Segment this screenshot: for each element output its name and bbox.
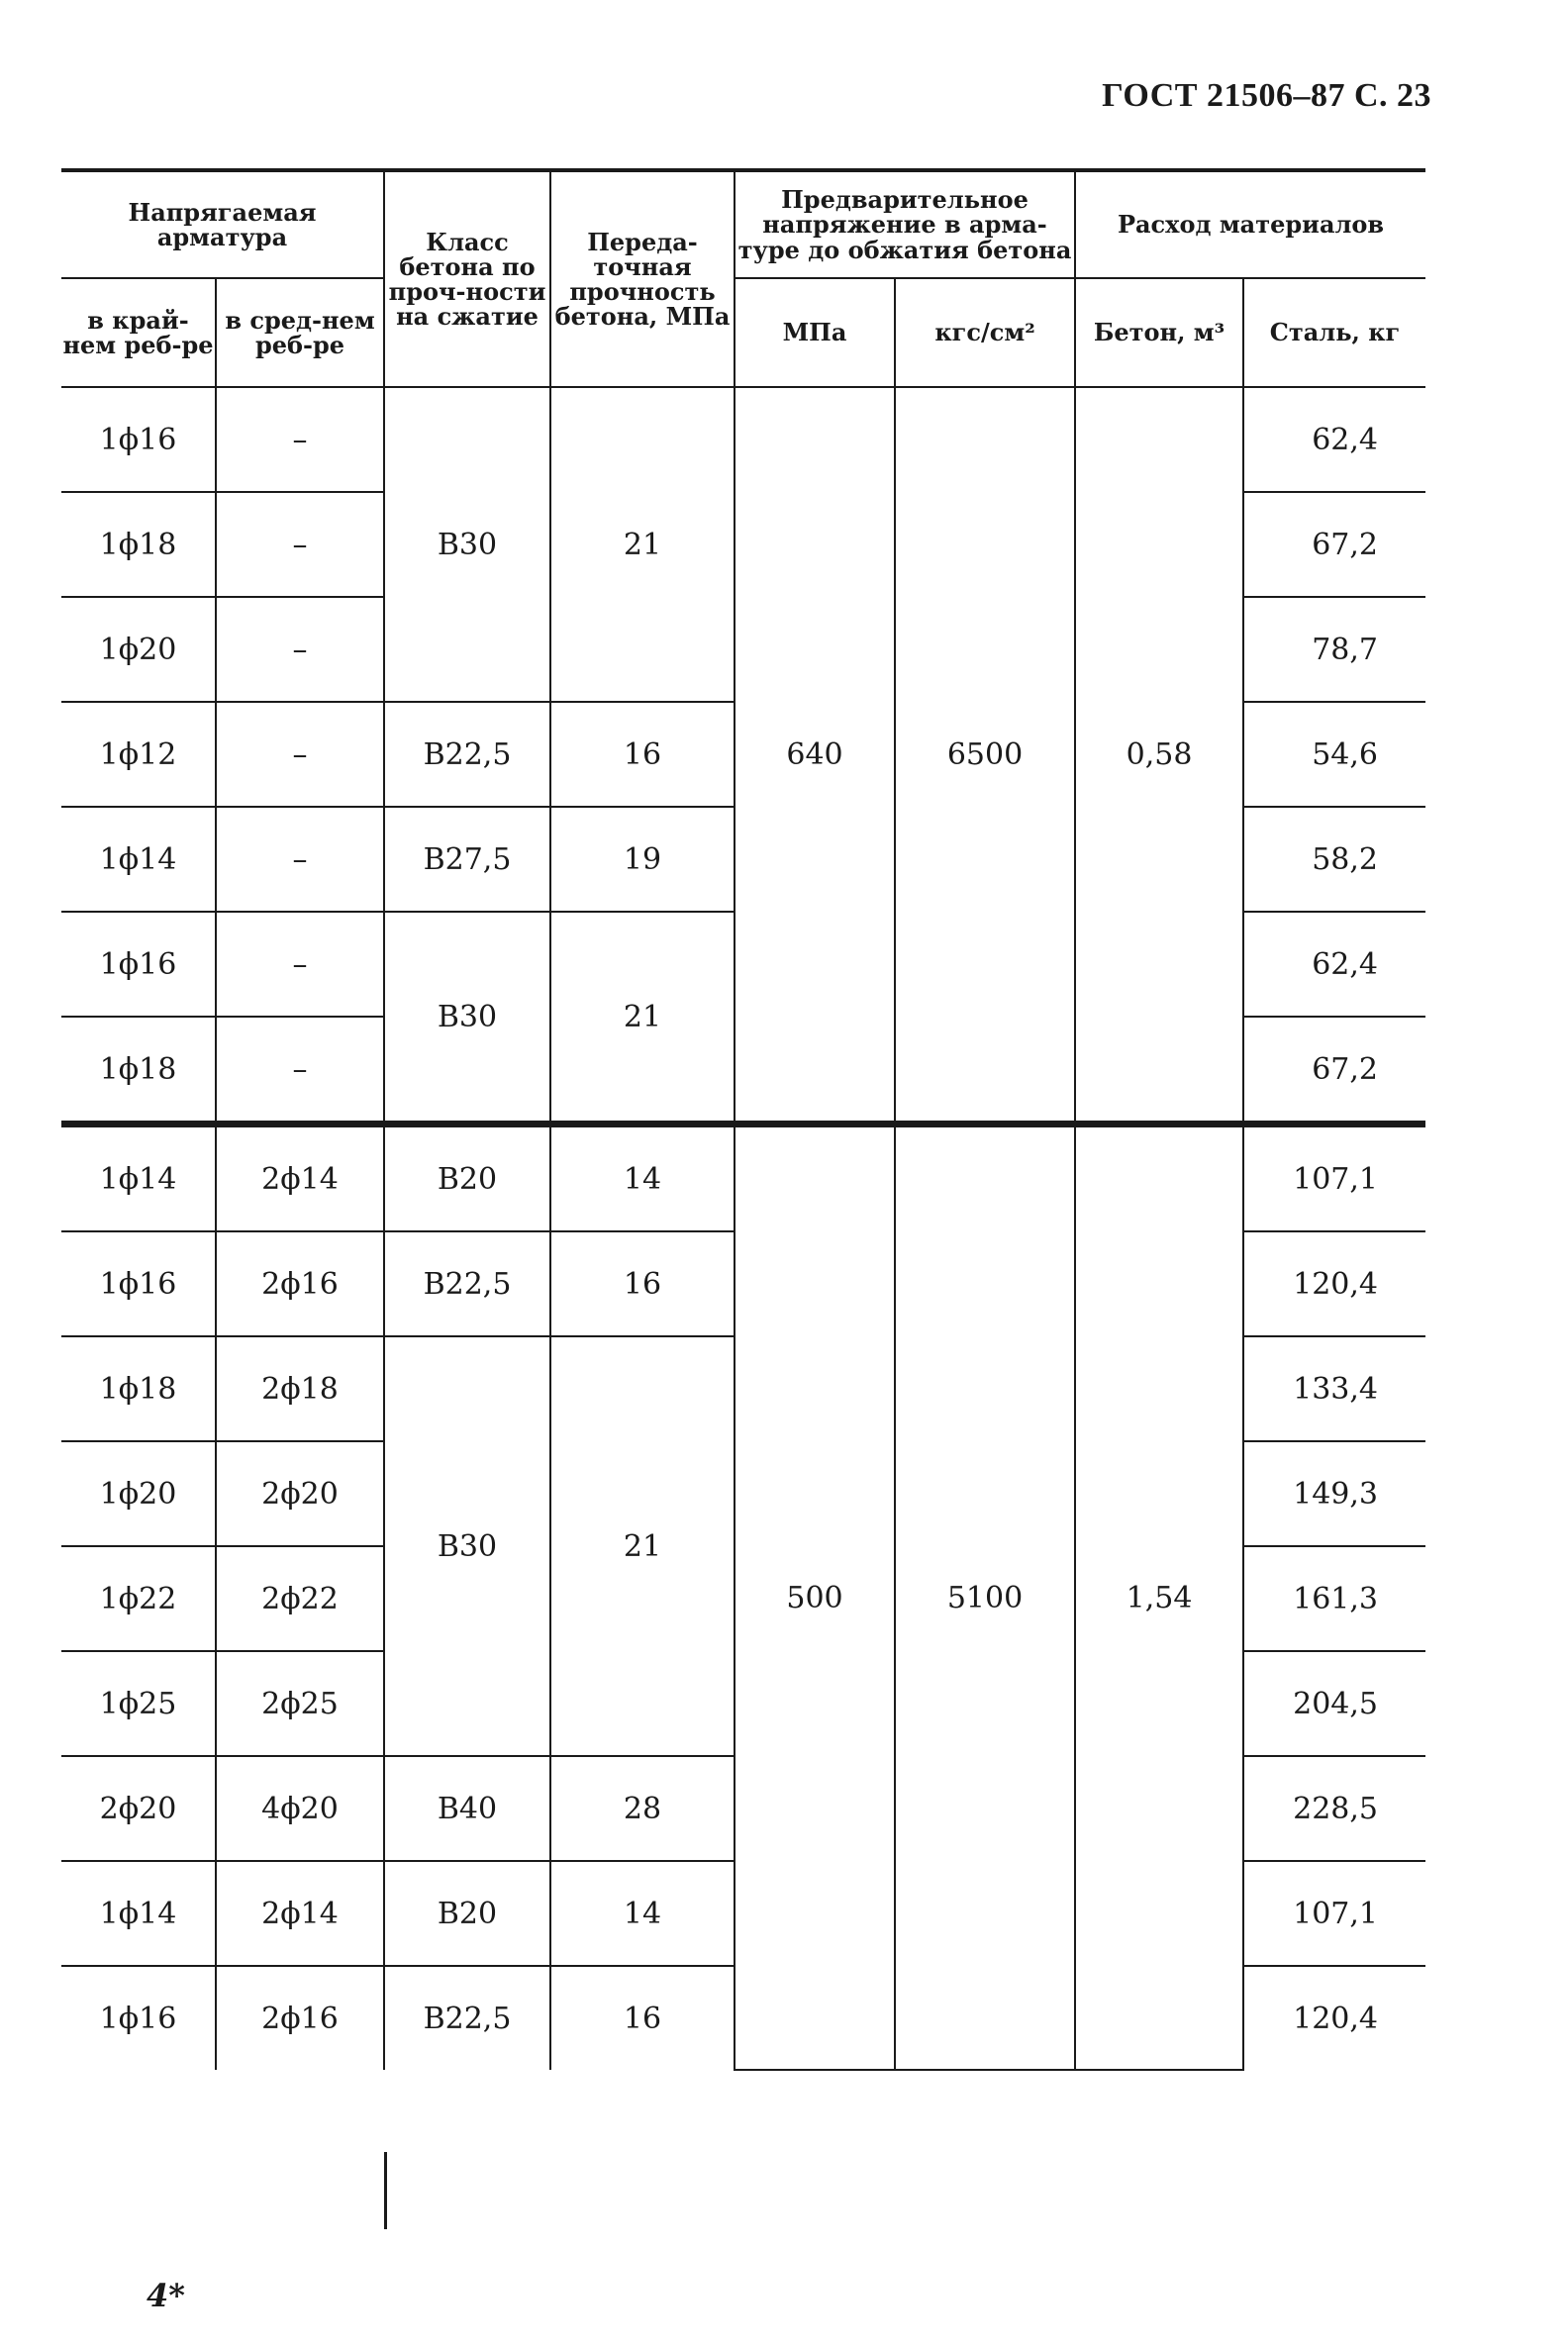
concrete-volume-cell: 1,54 [1075, 1125, 1243, 2071]
middle-rib-cell: – [216, 597, 384, 702]
transfer-strength-cell: 16 [550, 1966, 735, 2070]
transfer-strength-cell: 14 [550, 1861, 735, 1966]
table-row [61, 387, 1425, 492]
concrete-class-cell: В40 [384, 1756, 550, 1861]
steel-cell: 120,4 [1243, 1231, 1425, 1336]
stress-mpa-cell: 640 [735, 387, 895, 1125]
concrete-class-cell: В30 [384, 912, 550, 1125]
edge-rib-cell: 1ϕ20 [61, 1441, 216, 1546]
steel-cell: 107,1 [1243, 1861, 1425, 1966]
edge-rib-cell: 1ϕ16 [61, 1231, 216, 1336]
header-materials: Расход материалов [1075, 170, 1425, 278]
edge-rib-cell: 1ϕ18 [61, 1017, 216, 1125]
steel-cell: 62,4 [1243, 387, 1425, 492]
transfer-strength-cell: 21 [550, 912, 735, 1125]
stress-mpa-cell: 500 [735, 1125, 895, 2071]
page-mark: 4* [147, 2277, 185, 2314]
table-row [61, 1125, 1425, 1232]
table-bottom-rule [384, 2152, 387, 2229]
middle-rib-cell: 2ϕ16 [216, 1231, 384, 1336]
edge-rib-cell: 1ϕ25 [61, 1651, 216, 1756]
steel-cell: 204,5 [1243, 1651, 1425, 1756]
stress-kgf-cell: 6500 [895, 387, 1075, 1125]
header-edge-rib: в край-нем реб-ре [61, 278, 216, 387]
edge-rib-cell: 1ϕ14 [61, 1861, 216, 1966]
middle-rib-cell: 2ϕ20 [216, 1441, 384, 1546]
steel-cell: 120,4 [1243, 1966, 1425, 2070]
concrete-volume-cell: 0,58 [1075, 387, 1243, 1125]
middle-rib-cell: 2ϕ14 [216, 1125, 384, 1232]
transfer-strength-cell: 16 [550, 1231, 735, 1336]
middle-rib-cell: – [216, 807, 384, 912]
header-transfer-strength: Переда-точная прочность бетона, МПа [550, 170, 735, 387]
edge-rib-cell: 1ϕ14 [61, 1125, 216, 1232]
steel-cell: 67,2 [1243, 1017, 1425, 1125]
middle-rib-cell: 2ϕ25 [216, 1651, 384, 1756]
edge-rib-cell: 1ϕ12 [61, 702, 216, 807]
concrete-class-cell: В27,5 [384, 807, 550, 912]
edge-rib-cell: 2ϕ20 [61, 1756, 216, 1861]
transfer-strength-cell: 28 [550, 1756, 735, 1861]
middle-rib-cell: – [216, 702, 384, 807]
header-concrete-m3: Бетон, м³ [1075, 278, 1243, 387]
middle-rib-cell: – [216, 1017, 384, 1125]
steel-cell: 161,3 [1243, 1546, 1425, 1651]
steel-cell: 228,5 [1243, 1756, 1425, 1861]
edge-rib-cell: 1ϕ20 [61, 597, 216, 702]
edge-rib-cell: 1ϕ16 [61, 912, 216, 1017]
header-prestress: Предварительное напряжение в арма-туре до обжатия бетона [735, 170, 1075, 278]
steel-cell: 58,2 [1243, 807, 1425, 912]
transfer-strength-cell: 21 [550, 387, 735, 702]
middle-rib-cell: 2ϕ18 [216, 1336, 384, 1441]
transfer-strength-cell: 19 [550, 807, 735, 912]
header-steel-kg: Сталь, кг [1243, 278, 1425, 387]
concrete-class-cell: В30 [384, 1336, 550, 1756]
edge-rib-cell: 1ϕ16 [61, 387, 216, 492]
edge-rib-cell: 1ϕ18 [61, 1336, 216, 1441]
transfer-strength-cell: 14 [550, 1125, 735, 1232]
header-tensioned: Напрягаемая арматура [61, 170, 384, 278]
edge-rib-cell: 1ϕ16 [61, 1966, 216, 2070]
steel-cell: 133,4 [1243, 1336, 1425, 1441]
header-mpa: МПа [735, 278, 895, 387]
middle-rib-cell: – [216, 912, 384, 1017]
edge-rib-cell: 1ϕ14 [61, 807, 216, 912]
header-kgf: кгс/см² [895, 278, 1075, 387]
edge-rib-cell: 1ϕ18 [61, 492, 216, 597]
concrete-class-cell: В22,5 [384, 702, 550, 807]
concrete-class-cell: В22,5 [384, 1966, 550, 2070]
middle-rib-cell: – [216, 492, 384, 597]
middle-rib-cell: 2ϕ16 [216, 1966, 384, 2070]
concrete-class-cell: В20 [384, 1861, 550, 1966]
concrete-class-cell: В20 [384, 1125, 550, 1232]
middle-rib-cell: 2ϕ14 [216, 1861, 384, 1966]
edge-rib-cell: 1ϕ22 [61, 1546, 216, 1651]
reinforcement-table [61, 168, 1425, 2071]
header-concrete-class: Класс бетона по проч-ности на сжатие [384, 170, 550, 387]
middle-rib-cell: 4ϕ20 [216, 1756, 384, 1861]
concrete-class-cell: В22,5 [384, 1231, 550, 1336]
stress-kgf-cell: 5100 [895, 1125, 1075, 2071]
steel-cell: 107,1 [1243, 1125, 1425, 1232]
steel-cell: 54,6 [1243, 702, 1425, 807]
middle-rib-cell: – [216, 387, 384, 492]
steel-cell: 149,3 [1243, 1441, 1425, 1546]
steel-cell: 62,4 [1243, 912, 1425, 1017]
steel-cell: 78,7 [1243, 597, 1425, 702]
header-middle-rib: в сред-нем реб-ре [216, 278, 384, 387]
page-header: ГОСТ 21506–87 С. 23 [1102, 77, 1431, 114]
middle-rib-cell: 2ϕ22 [216, 1546, 384, 1651]
steel-cell: 67,2 [1243, 492, 1425, 597]
transfer-strength-cell: 16 [550, 702, 735, 807]
concrete-class-cell: В30 [384, 387, 550, 702]
transfer-strength-cell: 21 [550, 1336, 735, 1756]
